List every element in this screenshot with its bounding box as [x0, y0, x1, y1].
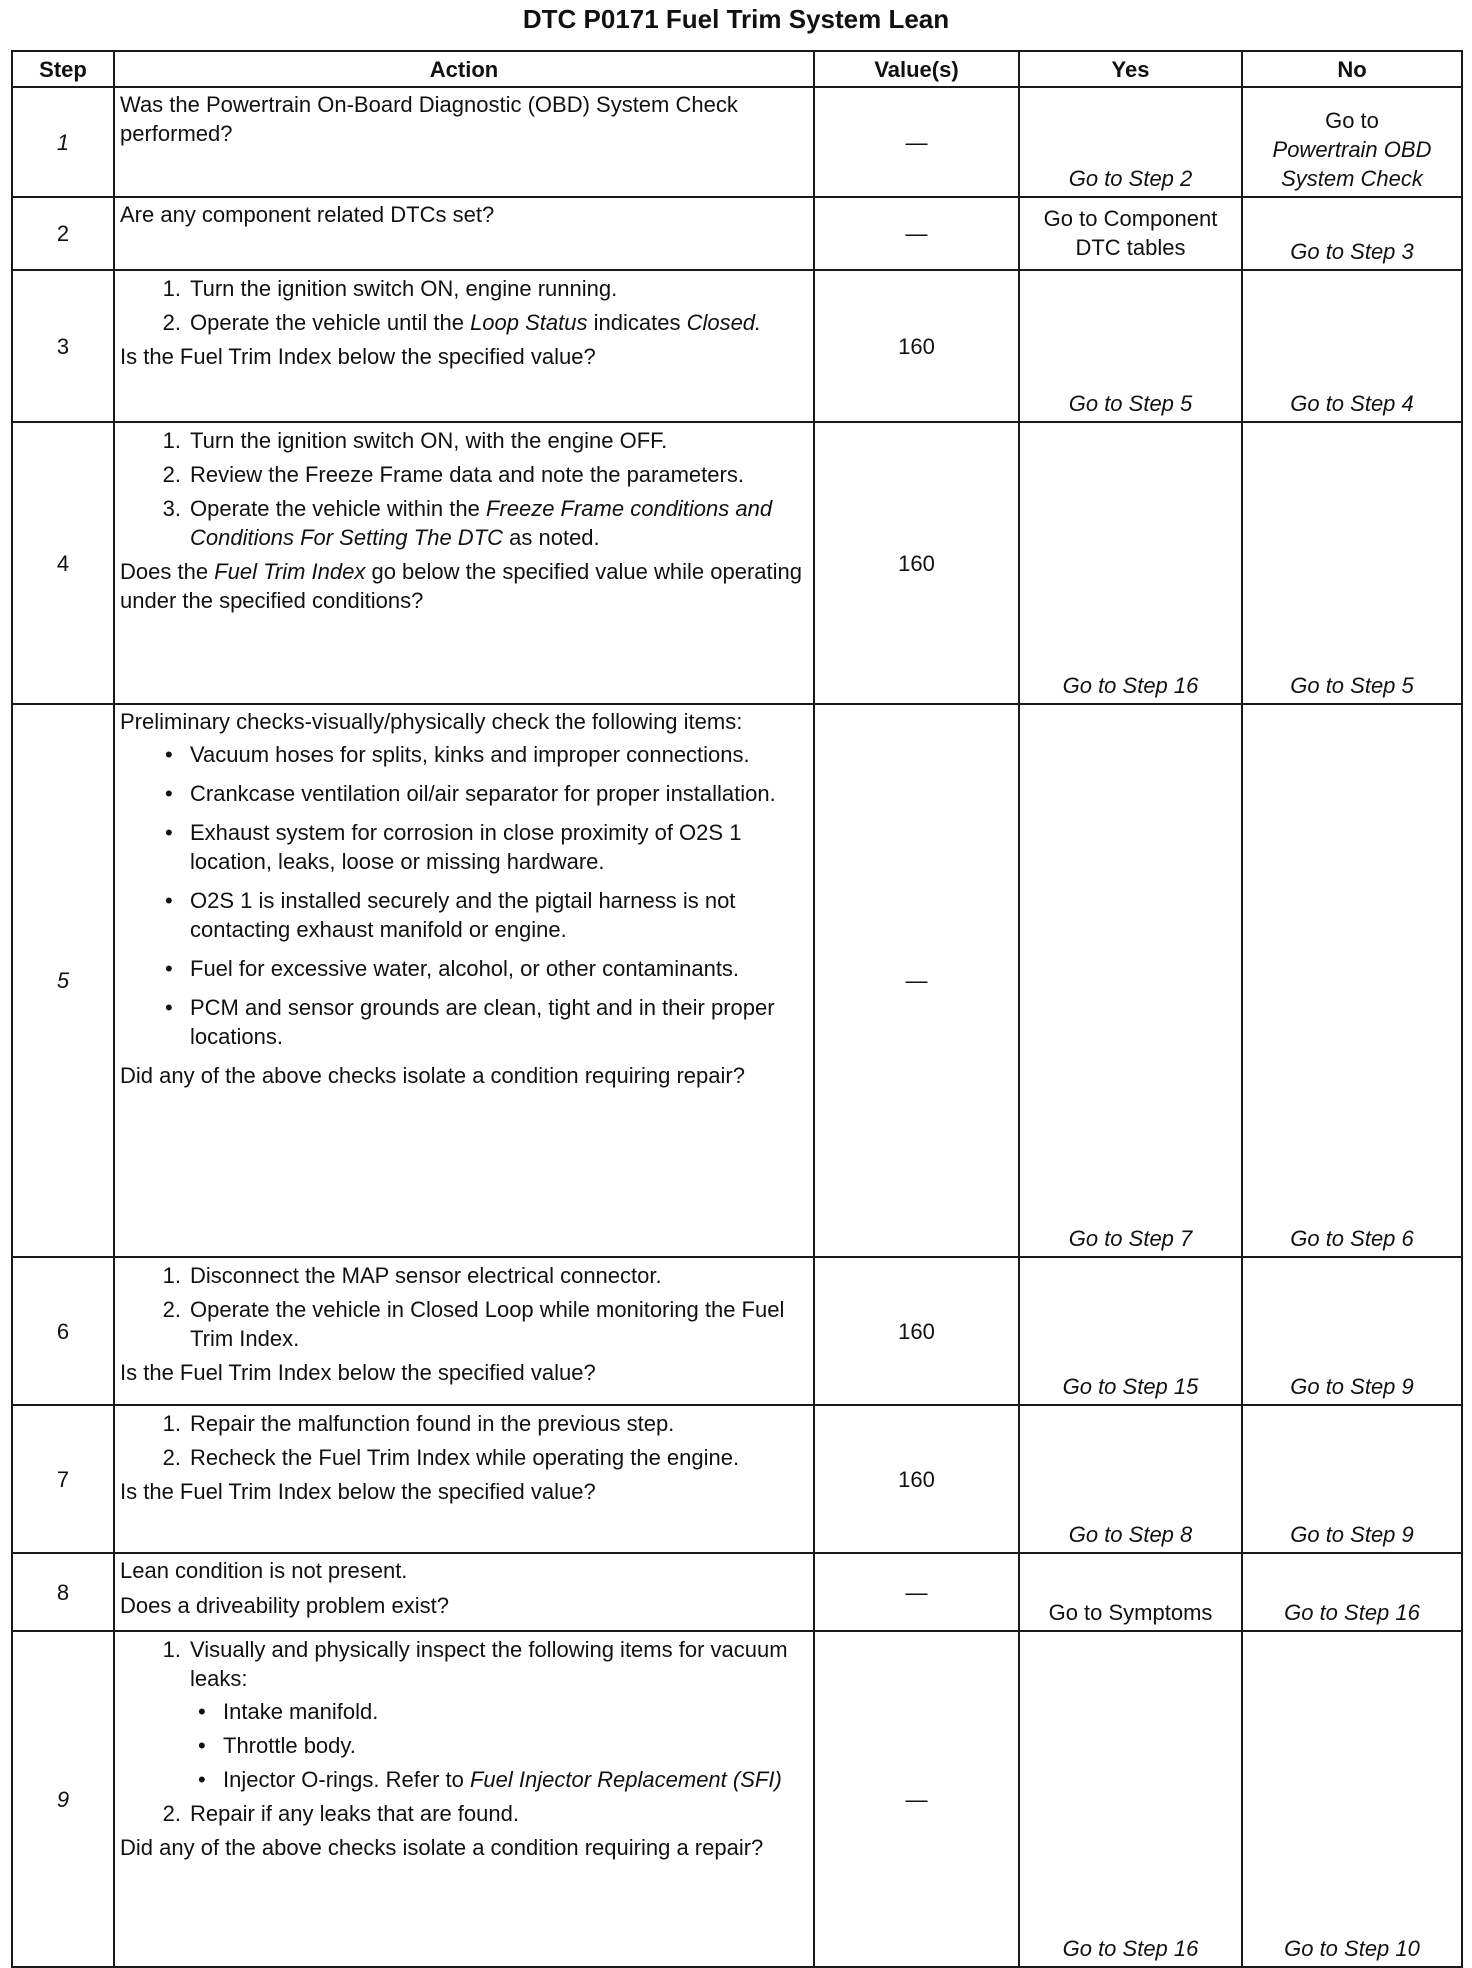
action-bullet: • Exhaust system for corrosion in close proximity of O2S 1 location, leaks, loose or missing hardware. — [120, 818, 809, 876]
action-cell — [114, 1553, 814, 1631]
action-bullet: • Throttle body. — [120, 1731, 809, 1760]
action-step: 2. Recheck the Fuel Trim Index while operating the engine. — [162, 1445, 740, 1470]
step-number: 8 — [12, 1553, 114, 1631]
action-step: 2. Operate the vehicle until the Loop Status indicates Closed. — [162, 310, 762, 335]
no-text: Go to — [1325, 108, 1379, 133]
value-cell: — — [814, 1631, 1019, 1967]
table-row — [12, 1553, 1462, 1631]
table-row — [12, 422, 1462, 704]
table-row — [12, 1257, 1462, 1405]
action-question: Does the Fuel Trim Index go below the specified value while operating under the specified conditions? — [120, 559, 802, 613]
document-title: DTC P0171 Fuel Trim System Lean — [522, 4, 950, 34]
step-number: 2 — [12, 197, 114, 270]
value-cell: 160 — [814, 270, 1019, 422]
yes-cell: Go to Step 8 — [1019, 1405, 1242, 1553]
action-step: 2. Operate the vehicle in Closed Loop while monitoring the Fuel Trim Index. — [162, 1297, 785, 1351]
action-question: Is the Fuel Trim Index below the specified value? — [120, 1360, 596, 1385]
step-number: 6 — [12, 1257, 114, 1405]
action-step: 1. Disconnect the MAP sensor electrical connector. — [162, 1263, 662, 1288]
header-values: Value(s) — [814, 51, 1019, 87]
table-row — [12, 87, 1462, 197]
no-cell: Go to Step 9 — [1242, 1405, 1462, 1553]
action-question: Is the Fuel Trim Index below the specified value? — [120, 1479, 596, 1504]
header-action: Action — [114, 51, 814, 87]
action-step: 1. Repair the malfunction found in the previous step. — [162, 1411, 675, 1436]
action-cell — [114, 422, 814, 704]
value-cell: 160 — [814, 1405, 1019, 1553]
action-bullet: • Fuel for excessive water, alcohol, or other contaminants. — [120, 954, 809, 983]
action-bullet: • PCM and sensor grounds are clean, tight and in their proper locations. — [120, 993, 809, 1051]
step-number: 5 — [12, 704, 114, 1257]
table-row — [12, 270, 1462, 422]
value-cell: — — [814, 1553, 1019, 1631]
action-text: Lean condition is not present. — [120, 1558, 408, 1583]
table-row — [12, 1631, 1462, 1967]
action-text: Was the Powertrain On-Board Diagnostic (OBD) System Check performed? — [120, 92, 738, 146]
yes-cell: Go to Step 7 — [1019, 704, 1242, 1257]
action-step: 1. Turn the ignition switch ON, with the engine OFF. — [162, 428, 668, 453]
action-cell — [114, 1631, 814, 1967]
no-cell: Go to Step 4 — [1242, 270, 1462, 422]
table-row — [12, 704, 1462, 1257]
no-cell: Go to Step 9 — [1242, 1257, 1462, 1405]
action-bullet: • Intake manifold. — [120, 1697, 809, 1726]
value-cell: 160 — [814, 422, 1019, 704]
no-cell: Go to Step 3 — [1242, 197, 1462, 270]
action-step: 2. Review the Freeze Frame data and note the parameters. — [162, 462, 744, 487]
action-cell — [114, 270, 814, 422]
yes-cell: Go to Step 16 — [1019, 1631, 1242, 1967]
diagnostic-table — [11, 50, 1463, 1968]
value-cell: — — [814, 704, 1019, 1257]
header-step: Step — [12, 51, 114, 87]
action-cell — [114, 1257, 814, 1405]
no-cell — [1242, 87, 1462, 197]
action-text: Preliminary checks-visually/physically check the following items: — [120, 709, 743, 734]
action-step: 1. Turn the ignition switch ON, engine running. — [162, 276, 618, 301]
action-step: 2. Repair if any leaks that are found. — [162, 1801, 519, 1826]
no-cell: Go to Step 5 — [1242, 422, 1462, 704]
no-cell: Go to Step 6 — [1242, 704, 1462, 1257]
table-row — [12, 1405, 1462, 1553]
yes-cell: Go to Component DTC tables — [1019, 197, 1242, 270]
action-bullet: • Vacuum hoses for splits, kinks and improper connections. — [120, 740, 809, 769]
action-text: Are any component related DTCs set? — [120, 202, 495, 227]
action-step: 3. Operate the vehicle within the Freeze Frame conditions and Conditions For Setting The DTC as noted. — [162, 496, 773, 550]
header-row — [12, 51, 1462, 87]
step-number: 4 — [12, 422, 114, 704]
action-question: Is the Fuel Trim Index below the specified value? — [120, 344, 596, 369]
action-cell — [114, 197, 814, 270]
value-cell: — — [814, 87, 1019, 197]
step-number: 7 — [12, 1405, 114, 1553]
action-cell — [114, 87, 814, 197]
yes-cell: Go to Step 5 — [1019, 270, 1242, 422]
action-question: Did any of the above checks isolate a condition requiring a repair? — [120, 1835, 764, 1860]
no-cell: Go to Step 16 — [1242, 1553, 1462, 1631]
table-row — [12, 197, 1462, 270]
action-cell — [114, 1405, 814, 1553]
action-question: Did any of the above checks isolate a condition requiring repair? — [120, 1063, 745, 1088]
value-cell: — — [814, 197, 1019, 270]
action-bullet: • O2S 1 is installed securely and the pigtail harness is not contacting exhaust manifold or engine. — [120, 886, 809, 944]
action-question: Does a driveability problem exist? — [120, 1593, 449, 1618]
action-step: 1. Visually and physically inspect the following items for vacuum leaks: • Intake manifold. • Throttle body. • Injector O-rings. Refer to Fuel Injector Replacement (SFI) — [120, 1635, 809, 1794]
step-number: 3 — [12, 270, 114, 422]
header-no: No — [1242, 51, 1462, 87]
step-number: 9 — [12, 1631, 114, 1967]
yes-cell: Go to Step 2 — [1019, 87, 1242, 197]
no-cell: Go to Step 10 — [1242, 1631, 1462, 1967]
header-yes: Yes — [1019, 51, 1242, 87]
yes-cell: Go to Step 16 — [1019, 422, 1242, 704]
yes-cell: Go to Symptoms — [1019, 1553, 1242, 1631]
no-link-text: Powertrain OBD System Check — [1272, 137, 1432, 191]
yes-cell: Go to Step 15 — [1019, 1257, 1242, 1405]
step-number: 1 — [12, 87, 114, 197]
value-cell: 160 — [814, 1257, 1019, 1405]
action-bullet: • Injector O-rings. Refer to Fuel Injector Replacement (SFI) — [120, 1765, 809, 1794]
action-cell — [114, 704, 814, 1257]
action-bullet: • Crankcase ventilation oil/air separator for proper installation. — [120, 779, 809, 808]
